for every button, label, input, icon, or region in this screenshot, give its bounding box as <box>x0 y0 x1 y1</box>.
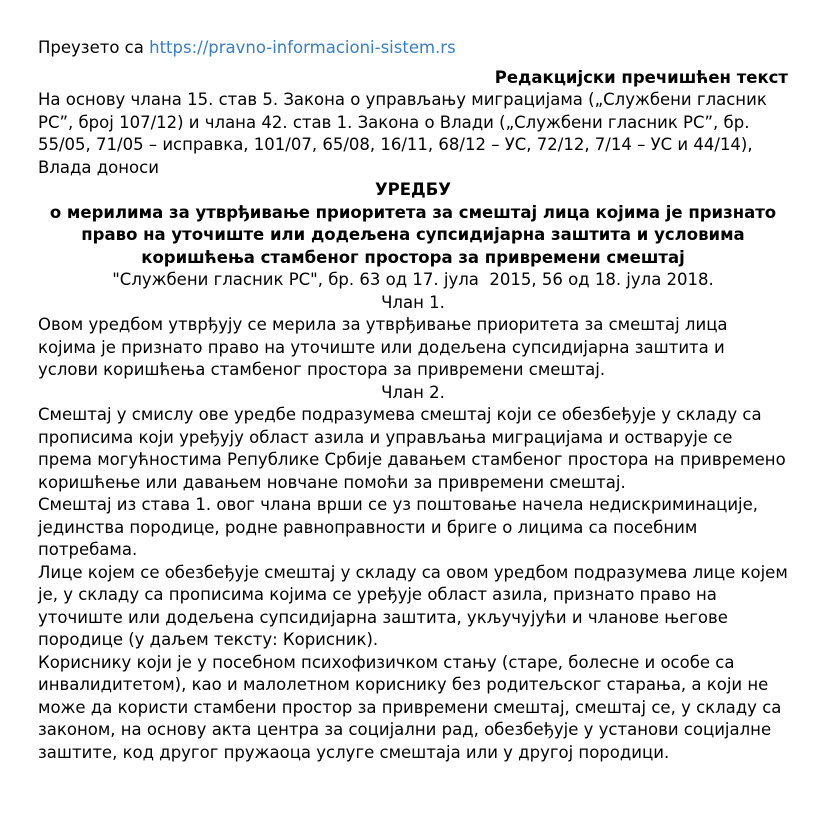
article-paragraph: Кориснику који је у посебном психофизичком стању (старе, болесне и особе са инвалидитетом), као и малолетном кориснику без родитељског старања, а који не може да користи стамбени простор за привремени смештај, смештај се, у складу са законом, на основу акта центра за социјални рад, обезбеђује у установи социјалне заштите, код другог пружаоца услуге смештаја или у другој породици. <box>38 652 782 762</box>
source-prefix: Преузето са <box>38 38 150 57</box>
enacting-clause: Влада доноси <box>38 157 159 177</box>
article-2-heading: Члан 2. <box>381 382 445 402</box>
source-line <box>38 37 788 60</box>
article-1-heading: Члан 1. <box>381 292 445 312</box>
source-link[interactable]: https://pravno-informacioni-sistem.rs <box>149 38 456 57</box>
decree-subtitle: о мерилима за утврђивање приоритета за смештај лица којима је признато право на уточиште или додељена супсидијарна заштита и условима коришћења стамбеног простора за привремени смештај <box>49 202 777 267</box>
article-paragraph: Лице којем се обезбеђује смештај у складу са овом уредбом подразумева лице којем је, у складу са прописима којима се уређује област азила, признато право на уточиште или додељена супсидијарна заштита, укључујући и чланове његове породице (у даљем тексту: Корисник). <box>38 562 788 649</box>
gazette-reference: "Службени гласник РС", бр. 63 од 17. јула 2015, 56 од 18. јула 2018. <box>112 270 714 289</box>
preamble-paragraph: На основу члана 15. став 5. Закона о управљању миграцијама („Службени гласник РС”, број 107/12) и члана 42. став 1. Закона о Влади („Службени гласник РС”, бр. 55/05, 71/05 – исправка, 101/07, 65/08, 16/11, 68/12 – УС, 72/12, 7/14 – УС и 44/14), <box>38 90 767 154</box>
article-paragraph: Смештај у смислу ове уредбе подразумева смештај који се обезбеђује у складу са прописима који уређују област азила и управљања миграцијама и остварује се према могућностима Републике Србије давањем стамбеног простора на привремено коришћење или давањем новчане помоћи за привремени смештај. <box>38 405 786 492</box>
article-paragraph: Овом уредбом утврђују се мерила за утврђивање приоритета за смештај лица којима је признато право на уточиште или додељена супсидијарна заштита и услови коришћења стамбеног простора за привремени смештај. <box>38 315 728 379</box>
decree-title: УРЕДБУ <box>374 180 452 199</box>
edition-note: Редакцијски пречишћен текст <box>494 67 788 87</box>
article-paragraph: Смештај из става 1. овог члана врши се уз поштовање начела недискриминације, јединства породице, родне равноправности и бриге о лицима са посебним потребама. <box>38 495 759 559</box>
